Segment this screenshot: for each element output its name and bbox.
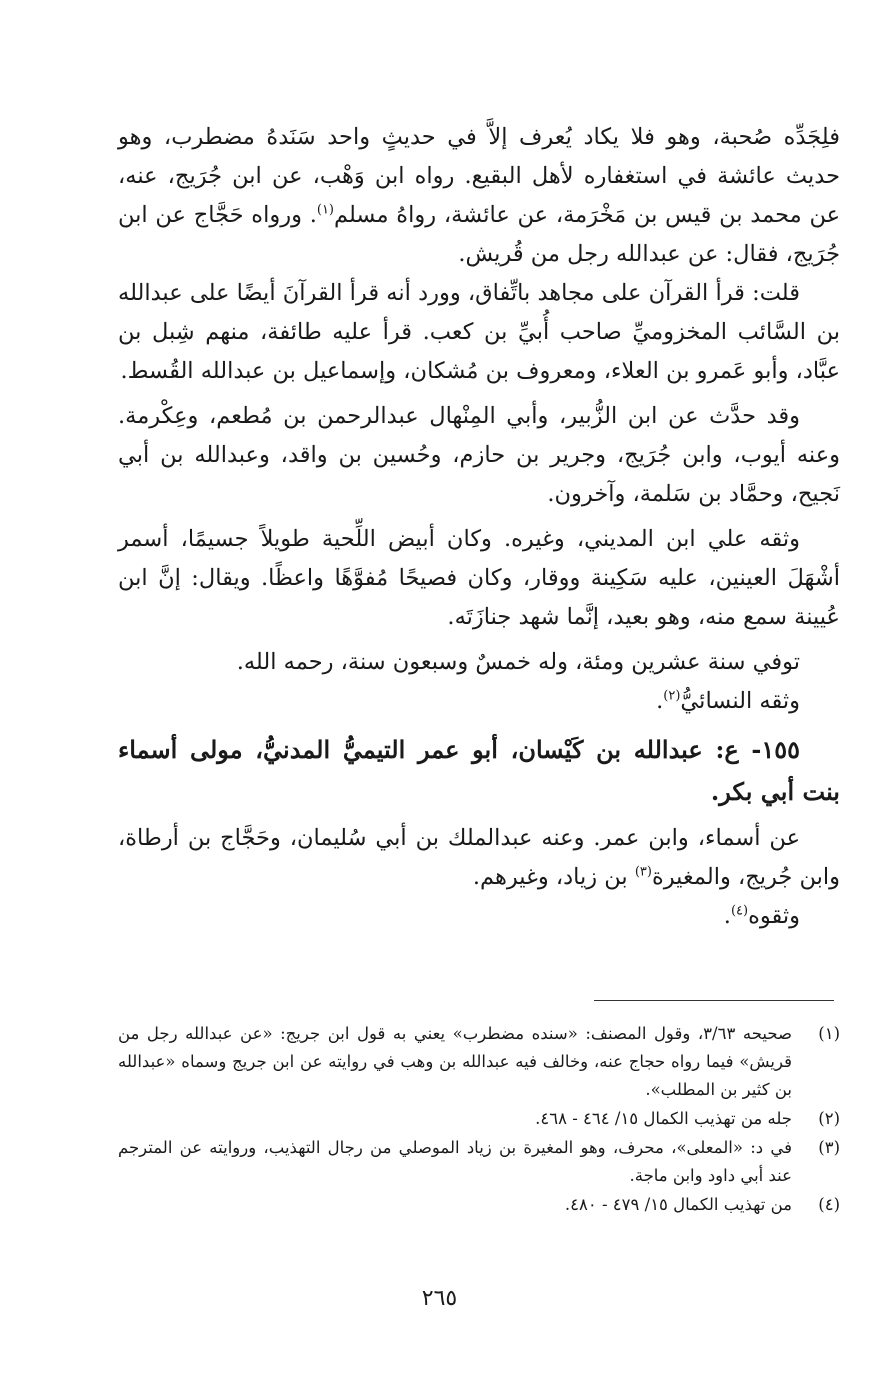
footnote-ref-4: (٤) [730, 903, 749, 919]
footnote-ref-3: (٣) [634, 864, 652, 880]
page-number: ٢٦٥ [421, 1286, 458, 1311]
footnote-text: صحيحه ٣/٦٣، وقول المصنف: «سنده مضطرب» يعني به قول ابن جريج: «عن عبدالله رجل من قريش» فيما رواه حجاج عنه، وخالف فيه عبدالله بن وهب في روايته عن ابن جريج وسماه «عبدالله بن كثير بن المطلب». [118, 1024, 792, 1099]
paragraph-7-text-a: عن أسماء، وابن عمر. وعنه عبدالملك بن أبي سُليمان، وحَجَّاج بن أرطاة، وابن جُريج، والمغيرة [118, 825, 840, 890]
paragraph-8 [118, 897, 840, 936]
paragraph-6 [118, 682, 840, 721]
paragraph-6-text-a: وثقه النسائيُّ [680, 688, 800, 714]
entry-heading: ١٥٥- ع: عبدالله بن كَيْسان، أبو عمر التيميُّ المدنيُّ، مولى أسماء بنت أبي بكر. [118, 735, 840, 806]
paragraph-5: توفي سنة عشرين ومئة، وله خمسٌ وسبعون سنة، رحمه الله. [236, 649, 800, 675]
paragraph-6-text-b: . [656, 688, 664, 714]
footnote-2 [118, 1105, 840, 1133]
paragraph-2: قلت: قرأ القرآن على مجاهد باتِّفاق، وورد أنه قرأ القرآنَ أيضًا على عبدالله بن السَّائب المخزوميِّ صاحب أُبيِّ بن كعب. قرأ عليه طائفة، منهم شِبل بن عبَّاد، وأبو عَمرو بن العلاء، ومعروف بن مُشكان، وإسماعيل بن عبدالله القُسط. [118, 280, 840, 384]
footnote-separator [594, 1000, 834, 1001]
footnote-4 [118, 1191, 840, 1219]
paragraph-4: وثقه علي ابن المديني، وغيره. وكان أبيض اللِّحية طويلاً جسيمًا، أسمر أشْهَلَ العينين، عليه سَكِينة ووقار، وكان فصيحًا مُفوَّهًا واعظًا. ويقال: إنَّ ابن عُيينة سمع منه، وهو بعيد، إنَّما شهد جنازَتَه. [118, 526, 840, 630]
paragraph-1-text-b: . ورواه حَجَّاج عن ابن جُرَيج، فقال: عن عبدالله رجل من قُريش. [118, 202, 840, 267]
footnote-ref-1: (١) [316, 202, 334, 218]
paragraph-8-text-a: وثقوه [748, 903, 800, 929]
footnote-text: جله من تهذيب الكمال ١٥/ ٤٦٤ - ٤٦٨. [535, 1109, 792, 1128]
footnote-text: في د: «المعلى»، محرف، وهو المغيرة بن زياد الموصلي من رجال التهذيب، وروايته عن المترجم عند أبي داود وابن ماجة. [118, 1138, 792, 1185]
footnote-number: (٢) [818, 1109, 840, 1128]
paragraph-7 [118, 819, 840, 897]
footnote-3 [118, 1134, 840, 1190]
footnote-number: (١) [818, 1024, 840, 1043]
paragraph-8-text-b: . [723, 903, 731, 929]
footnote-number: (٣) [818, 1138, 840, 1157]
footnote-number: (٤) [818, 1195, 840, 1214]
paragraph-7-text-b: بن زياد، وغيرهم. [472, 864, 635, 890]
footnote-text: من تهذيب الكمال ١٥/ ٤٧٩ - ٤٨٠. [564, 1195, 792, 1214]
footnotes [118, 1020, 840, 1220]
paragraph-3: وقد حدَّث عن ابن الزُّبير، وأبي المِنْهال عبدالرحمن بن مُطعم، وعِكْرمة. وعنه أيوب، وابن جُرَيج، وجرير بن حازم، وحُسين بن واقد، وعبدالله بن أبي نَجيح، وحمَّاد بن سَلمة، وآخرون. [118, 403, 840, 507]
main-text [118, 118, 840, 936]
paragraph-1 [118, 118, 840, 274]
footnote-ref-2: (٢) [663, 688, 681, 704]
paragraph-1-text-a: فلِجَدِّه صُحبة، وهو فلا يكاد يُعرف إلاَّ في حديثٍ واحد سَنَدهُ مضطرب، وهو حديث عائشة في استغفاره لأهل البقيع. رواه ابن وَهْب، عن ابن جُرَيج، عنه، عن محمد بن قيس بن مَخْرَمة، عن عائشة، رواهُ مسلم [118, 124, 840, 228]
footnote-1 [118, 1020, 840, 1104]
